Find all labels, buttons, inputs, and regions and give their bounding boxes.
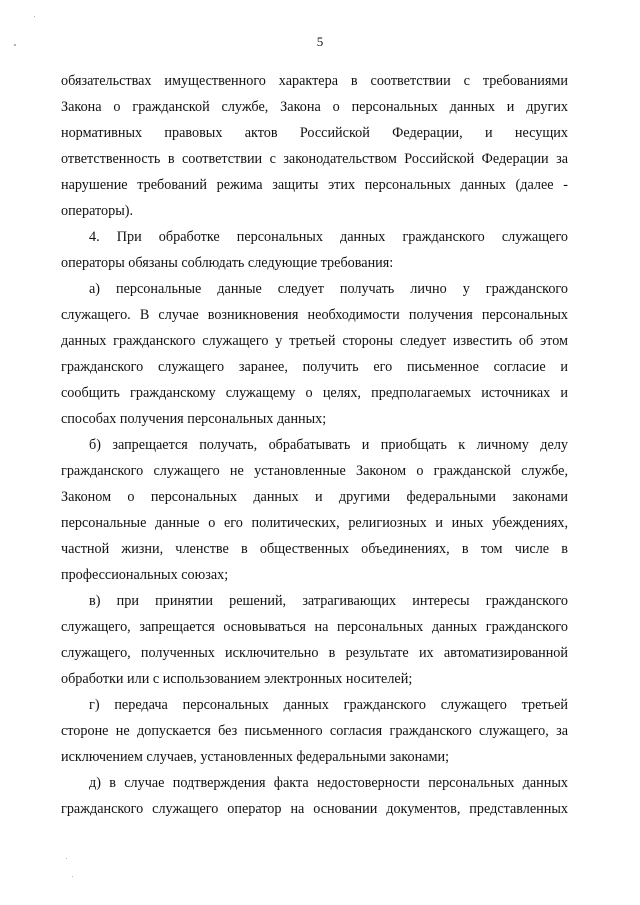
text-line: операторы обязаны соблюдать следующие требования: [61,255,394,271]
item-v-first-line: в) при принятии решений, затрагивающих интересы гражданского [89,593,568,609]
item-d-first-line: д) в случае подтверждения факта недостоверности персональных данных [89,775,568,791]
text-line: гражданского служащего не установленные Законом о гражданской службе, [61,463,568,479]
scan-speck [72,876,73,877]
text-line: стороне не допускается без письменного согласия гражданского служащего, за [61,723,568,739]
text-line: нарушение требований режима защиты этих персональных данных (далее - [61,177,568,193]
text-line: Закона о гражданской службе, Закона о персональных данных и других [61,99,568,115]
body-text [61,68,568,822]
scan-speck [14,44,16,46]
text-line: способах получения персональных данных; [61,411,327,427]
item-b-first-line: б) запрещается получать, обрабатывать и приобщать к личному делу [89,437,568,453]
scan-speck [66,858,67,859]
item-g-first-line: г) передача персональных данных гражданского служащего третьей [89,697,568,713]
text-line: гражданского служащего оператор на основании документов, представленных [61,801,568,817]
text-line: служащего. В случае возникновения необходимости получения персональных [61,307,568,323]
scan-speck [34,16,35,17]
text-line: обработки или с использованием электронных носителей; [61,671,413,687]
text-line: служащего, запрещается основываться на персональных данных гражданского [61,619,568,635]
text-line: обязательствах имущественного характера в соответствии с требованиями [61,73,568,89]
text-line: данных гражданского служащего у третьей стороны следует известить об этом [61,333,568,349]
text-line: ответственность в соответствии с законодательством Российской Федерации за [61,151,568,167]
text-line: Законом о персональных данных и другими федеральными законами [61,489,568,505]
page-number: 5 [316,34,324,49]
text-line: персональные данные о его политических, религиозных и иных убеждениях, [61,515,568,531]
text-line: сообщить гражданскому служащему о целях, предполагаемых источниках и [61,385,568,401]
text-line: гражданского служащего заранее, получить его письменное согласие и [61,359,568,375]
paragraph-4-first-line: 4. При обработке персональных данных гражданского служащего [89,229,568,245]
item-a-first-line: а) персональные данные следует получать лично у гражданского [89,281,568,297]
text-line: частной жизни, членстве в общественных объединениях, в том числе в [61,541,568,557]
text-line: исключением случаев, установленных федеральными законами; [61,749,450,765]
text-line: нормативных правовых актов Российской Федерации, и несущих [61,125,568,141]
text-line: служащего, полученных исключительно в результате их автоматизированной [61,645,568,661]
text-line: профессиональных союзах; [61,567,229,583]
text-line: операторы). [61,203,134,219]
